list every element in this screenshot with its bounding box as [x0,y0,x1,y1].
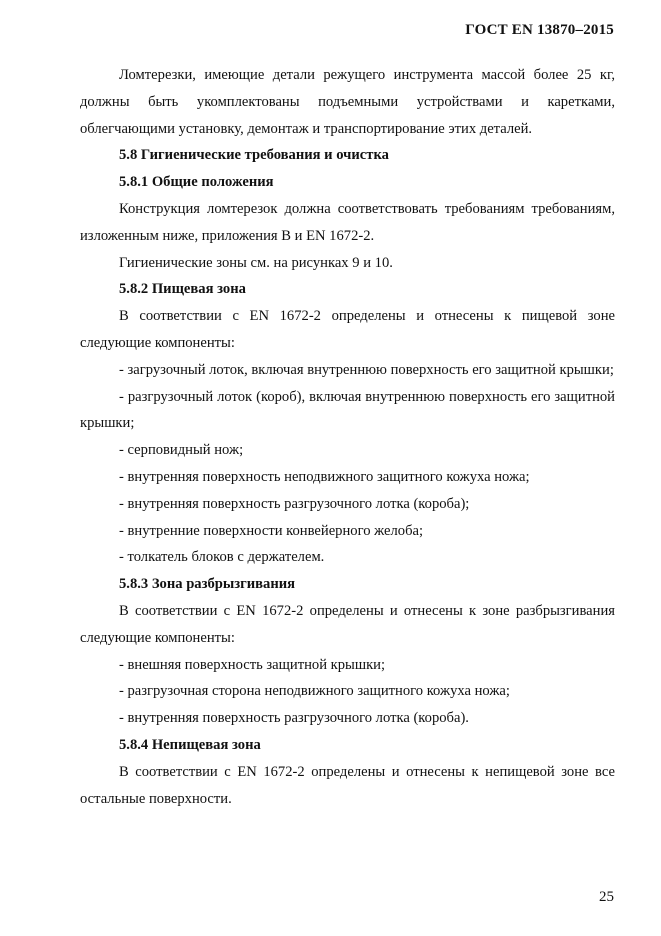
section-heading-5-8-3: 5.8.3 Зона разбрызгивания [119,576,296,593]
paragraph-food-zone: В соответствии с EN 1672-2 определены и отнесены к пищевой зоне следующие компоненты: [80,308,615,351]
list-item: - серповидный нож; [119,442,244,459]
paragraph-splash-zone: В соответствии с EN 1672-2 определены и отнесены к зоне разбрызгивания следующие компоненты: [80,602,615,646]
list-item: - внутренние поверхности конвейерного желоба; [119,522,424,539]
paragraph-lifting-devices: Ломтерезки, имеющие детали режущего инструмента массой более 25 кг, должны быть укомплектованы подъемными устройствами и каретками, облегчающими установку, демонтаж и транспортирование этих деталей. [80,67,615,137]
list-item: - внутренняя поверхность неподвижного защитного кожуха ножа; [119,468,530,485]
document-body [80,62,615,812]
list-item: - внешняя поверхность защитной крышки; [119,656,386,673]
paragraph-non-food-zone: В соответствии с EN 1672-2 определены и отнесены к непищевой зоне все остальные поверхности. [80,763,615,807]
list-item: - разгрузочный лоток (короб), включая внутреннюю поверхность его защитной крышки; [80,388,615,432]
list-item: - толкатель блоков с держателем. [119,549,325,566]
paragraph-requirements: Конструкция ломтерезок должна соответствовать требованиям требованиям, изложенным ниже, приложения В и EN 1672-2. [80,200,615,244]
page-number: 25 [599,889,614,905]
list-item: - внутренняя поверхность разгрузочного лотка (короба). [119,710,469,727]
list-item: - внутренняя поверхность разгрузочного лотка (короба); [119,495,470,512]
list-item: - разгрузочная сторона неподвижного защитного кожуха ножа; [119,683,510,700]
section-heading-5-8-2: 5.8.2 Пищевая зона [119,281,246,298]
paragraph-hygiene-zones: Гигиенические зоны см. на рисунках 9 и 10. [119,254,393,271]
document-header-title: ГОСТ EN 13870–2015 [465,22,614,38]
section-heading-5-8-4: 5.8.4 Непищевая зона [119,736,261,753]
section-heading-5-8: 5.8 Гигиенические требования и очистка [119,147,389,164]
section-heading-5-8-1: 5.8.1 Общие положения [119,174,274,191]
list-item: - загрузочный лоток, включая внутреннюю поверхность его защитной крышки; [119,361,614,378]
